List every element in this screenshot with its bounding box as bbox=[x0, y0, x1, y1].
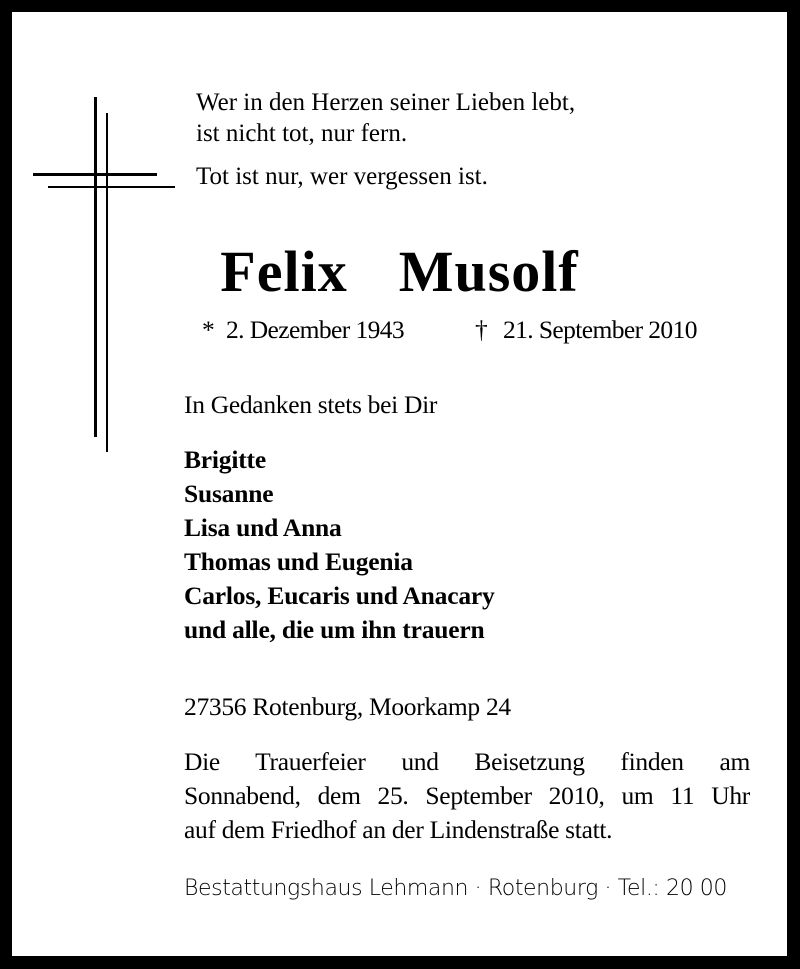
mourner: und alle, die um ihn trauern bbox=[184, 615, 485, 644]
mourner: Thomas und Eugenia bbox=[184, 547, 413, 576]
verse-line-1: Wer in den Herzen seiner Lieben lebt, bbox=[196, 89, 576, 116]
address: 27356 Rotenburg, Moorkamp 24 bbox=[184, 692, 511, 721]
ceremony-line-3: auf dem Friedhof an der Lindenstraße statt. bbox=[184, 815, 613, 844]
funeral-home-footer: Bestattungshaus Lehmann · Rotenburg · Tel.: 20 00 bbox=[184, 876, 728, 901]
ceremony-info bbox=[184, 745, 750, 847]
verse-line-2: ist nicht tot, nur fern. bbox=[196, 120, 408, 147]
death-date: 21. September 2010 bbox=[503, 315, 697, 344]
cross-thin-horizontal bbox=[48, 186, 175, 188]
deceased-name: Felix Musolf bbox=[220, 239, 579, 304]
mourner: Carlos, Eucaris und Anacary bbox=[184, 581, 495, 610]
mourner: Brigitte bbox=[184, 445, 266, 474]
mourner: Susanne bbox=[184, 479, 274, 508]
birth-symbol: * bbox=[202, 315, 215, 344]
mourner: Lisa und Anna bbox=[184, 513, 342, 542]
death-symbol: † bbox=[475, 315, 488, 344]
obituary-notice bbox=[12, 12, 787, 956]
ceremony-line-1: Die Trauerfeier und Beisetzung finden am bbox=[184, 747, 750, 776]
birth-date: 2. Dezember 1943 bbox=[226, 315, 405, 344]
verse-line-3: Tot ist nur, wer vergessen ist. bbox=[196, 163, 488, 190]
ceremony-line-2: Sonnabend, dem 25. September 2010, um 11 Uhr bbox=[184, 781, 750, 810]
cross-thick-horizontal bbox=[33, 173, 157, 176]
remembrance-line: In Gedanken stets bei Dir bbox=[184, 390, 438, 419]
